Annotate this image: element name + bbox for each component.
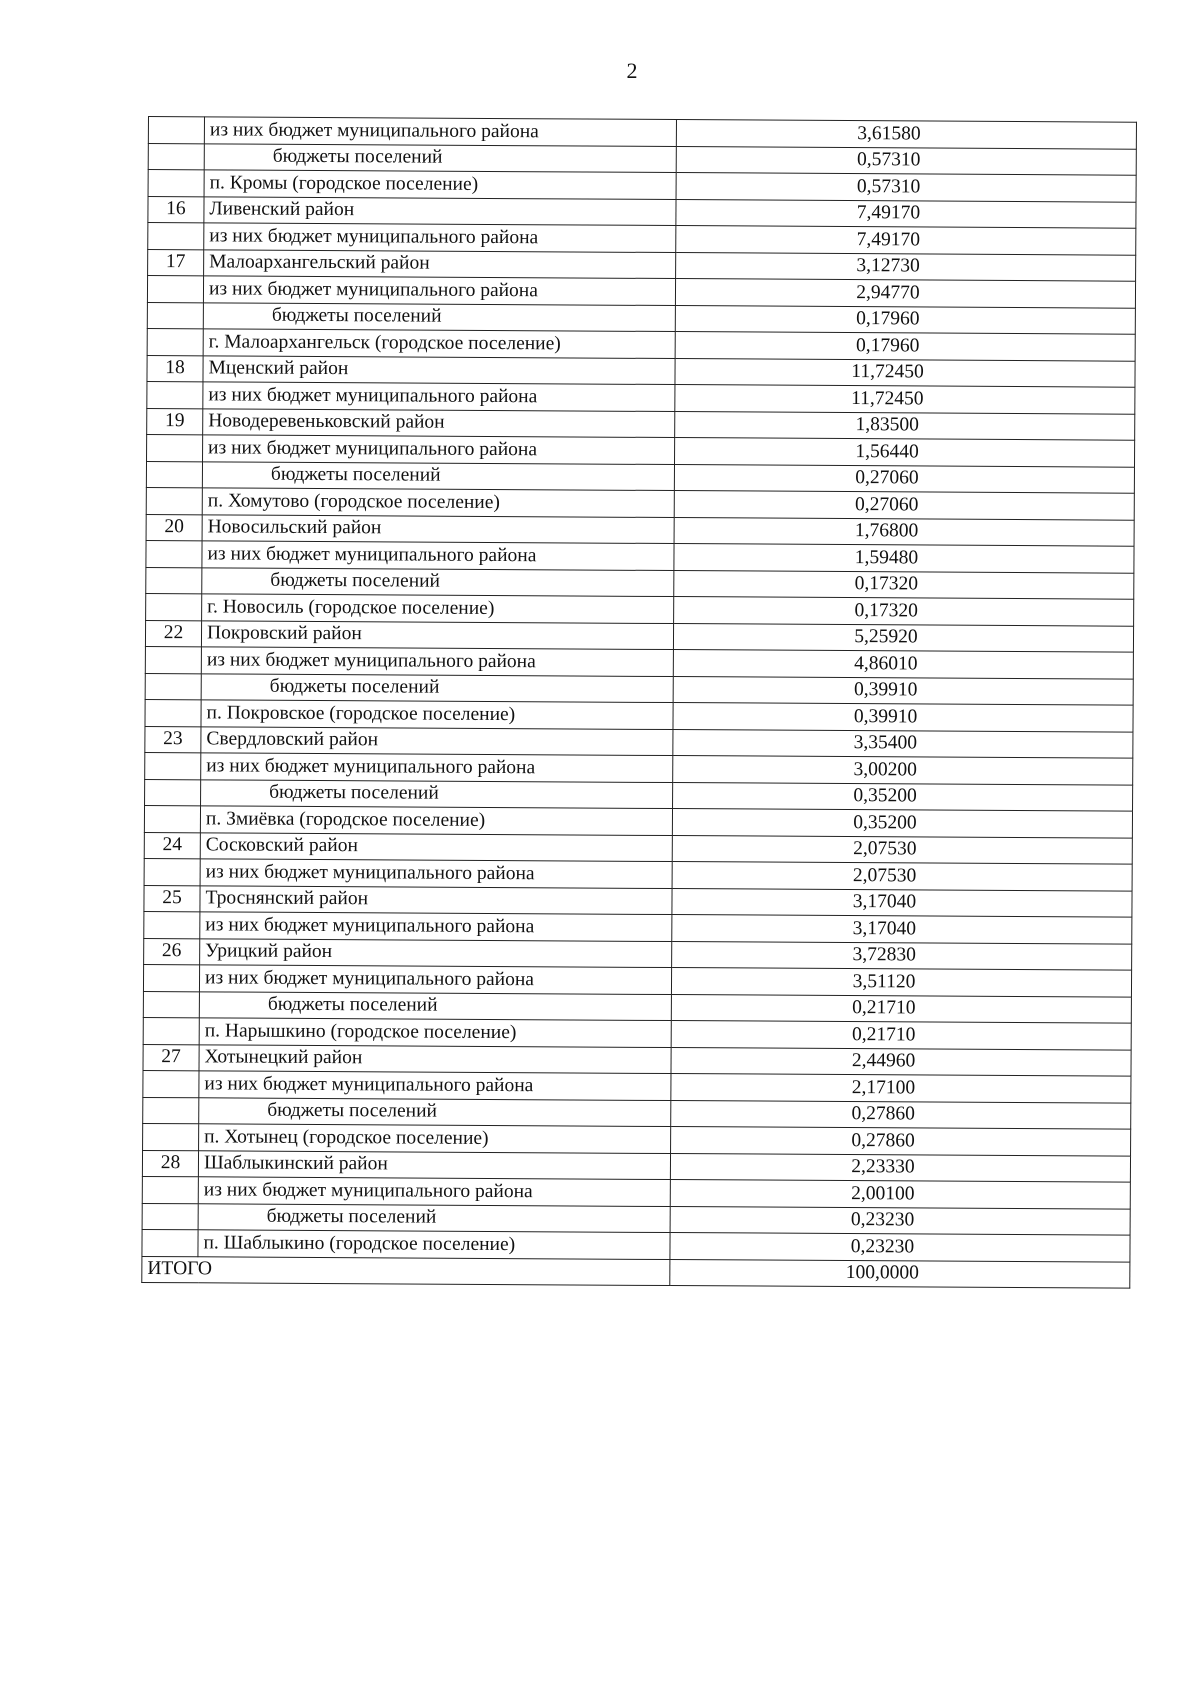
- row-number: 27: [143, 1044, 199, 1071]
- row-number: [144, 911, 200, 938]
- row-name: из них бюджет муниципального района: [200, 859, 672, 888]
- row-number: [147, 434, 203, 461]
- row-value: 0,35200: [673, 782, 1133, 811]
- row-name: Малоархангельский район: [204, 249, 676, 278]
- row-number: 18: [147, 355, 203, 382]
- row-name: Покровский район: [201, 620, 673, 649]
- row-name: бюджеты поселений: [204, 143, 676, 172]
- row-value: 1,83500: [675, 411, 1135, 440]
- row-value: 0,17960: [675, 305, 1135, 334]
- row-number: [142, 1176, 198, 1203]
- row-number: [146, 593, 202, 620]
- row-value: 0,27060: [674, 464, 1134, 493]
- row-number: [146, 540, 202, 567]
- row-number: [145, 779, 201, 806]
- row-name: Урицкий район: [200, 938, 672, 967]
- row-value: 1,56440: [675, 438, 1135, 467]
- row-name: из них бюджет муниципального района: [201, 753, 673, 782]
- table-body: [142, 117, 1137, 1289]
- row-number: [143, 964, 199, 991]
- row-name: Новодеревеньковский район: [203, 408, 675, 437]
- row-name: из них бюджет муниципального района: [202, 541, 674, 570]
- row-name: бюджеты поселений: [202, 567, 674, 596]
- row-name: Троснянский район: [200, 885, 672, 914]
- row-name: бюджеты поселений: [199, 1097, 671, 1126]
- row-value: 3,61580: [676, 120, 1136, 149]
- row-number: 24: [144, 832, 200, 859]
- row-value: 2,00100: [670, 1180, 1130, 1209]
- row-value: 3,51120: [671, 968, 1131, 997]
- row-name: из них бюджет муниципального района: [201, 647, 673, 676]
- row-value: 0,27060: [674, 491, 1134, 520]
- row-number: [148, 223, 204, 250]
- row-value: 0,21710: [671, 1021, 1131, 1050]
- row-number: [143, 1070, 199, 1097]
- row-value: 3,17040: [672, 888, 1132, 917]
- row-value: 3,17040: [672, 915, 1132, 944]
- row-name: из них бюджет муниципального района: [199, 965, 671, 994]
- row-number: [145, 646, 201, 673]
- row-name: Хотынецкий район: [199, 1044, 671, 1073]
- row-name: из них бюджет муниципального района: [203, 435, 675, 464]
- row-number: 16: [148, 196, 204, 223]
- row-value: 0,17960: [675, 332, 1135, 361]
- row-name: из них бюджет муниципального района: [203, 276, 675, 305]
- row-value: 0,23230: [670, 1233, 1130, 1262]
- page-number: 2: [626, 58, 638, 83]
- row-number: 23: [145, 726, 201, 753]
- row-number: [144, 858, 200, 885]
- row-number: 28: [142, 1150, 198, 1177]
- row-value: 0,35200: [672, 809, 1132, 838]
- row-number: [147, 381, 203, 408]
- row-name: бюджеты поселений: [201, 673, 673, 702]
- row-value: 0,27860: [671, 1100, 1131, 1129]
- distribution-table: [141, 116, 1137, 1289]
- row-number: [146, 487, 202, 514]
- row-value: 11,72450: [675, 385, 1135, 414]
- total-value: 100,0000: [670, 1259, 1130, 1288]
- row-value: 4,86010: [673, 650, 1133, 679]
- row-name: п. Шаблыкино (городское поселение): [198, 1230, 670, 1259]
- row-name: из них бюджет муниципального района: [198, 1177, 670, 1206]
- row-name: из них бюджет муниципального района: [200, 912, 672, 941]
- row-name: п. Нарышкино (городское поселение): [199, 1018, 671, 1047]
- row-value: 2,94770: [675, 279, 1135, 308]
- row-name: п. Покровское (городское поселение): [201, 700, 673, 729]
- row-number: [142, 1203, 198, 1230]
- row-value: 7,49170: [676, 226, 1136, 255]
- row-number: [144, 805, 200, 832]
- row-value: 2,17100: [671, 1074, 1131, 1103]
- row-number: [145, 673, 201, 700]
- row-value: 3,12730: [676, 252, 1136, 281]
- row-value: 0,39910: [673, 703, 1133, 732]
- row-value: 0,21710: [671, 994, 1131, 1023]
- row-name: из них бюджет муниципального района: [204, 117, 676, 146]
- row-name: бюджеты поселений: [198, 1203, 670, 1232]
- row-value: 0,39910: [673, 676, 1133, 705]
- row-number: [148, 117, 204, 144]
- row-name: п. Хомутово (городское поселение): [202, 488, 674, 517]
- row-number: [148, 170, 204, 197]
- row-number: 26: [144, 938, 200, 965]
- row-name: п. Змиёвка (городское поселение): [200, 806, 672, 835]
- row-name: бюджеты поселений: [199, 991, 671, 1020]
- row-value: 3,35400: [673, 729, 1133, 758]
- row-name: п. Хотынец (городское поселение): [199, 1124, 671, 1153]
- row-number: [147, 328, 203, 355]
- row-value: 2,44960: [671, 1047, 1131, 1076]
- row-number: [147, 302, 203, 329]
- row-name: из них бюджет муниципального района: [199, 1071, 671, 1100]
- row-name: бюджеты поселений: [202, 461, 674, 490]
- row-name: г. Новосиль (городское поселение): [202, 594, 674, 623]
- row-value: 0,17320: [674, 570, 1134, 599]
- row-number: 22: [145, 620, 201, 647]
- row-name: п. Кромы (городское поселение): [204, 170, 676, 199]
- row-value: 0,57310: [676, 173, 1136, 202]
- total-label: ИТОГО: [142, 1256, 670, 1286]
- row-number: 17: [148, 249, 204, 276]
- row-name: Ливенский район: [204, 196, 676, 225]
- row-value: 0,23230: [670, 1206, 1130, 1235]
- row-name: бюджеты поселений: [203, 302, 675, 331]
- row-number: [148, 143, 204, 170]
- row-name: Свердловский район: [201, 726, 673, 755]
- row-name: бюджеты поселений: [201, 779, 673, 808]
- row-value: 3,72830: [672, 941, 1132, 970]
- row-number: [143, 1123, 199, 1150]
- row-name: из них бюджет муниципального района: [203, 382, 675, 411]
- row-number: [143, 991, 199, 1018]
- row-number: 25: [144, 885, 200, 912]
- row-value: 2,07530: [672, 862, 1132, 891]
- row-number: [142, 1229, 198, 1256]
- row-number: [145, 752, 201, 779]
- row-value: 3,00200: [673, 756, 1133, 785]
- row-value: 1,76800: [674, 517, 1134, 546]
- row-value: 0,27860: [671, 1127, 1131, 1156]
- row-value: 2,07530: [672, 835, 1132, 864]
- row-name: г. Малоархангельск (городское поселение): [203, 329, 675, 358]
- row-number: [146, 461, 202, 488]
- row-name: Мценский район: [203, 355, 675, 384]
- row-number: 19: [147, 408, 203, 435]
- row-value: 7,49170: [676, 199, 1136, 228]
- row-value: 5,25920: [673, 623, 1133, 652]
- row-number: [146, 567, 202, 594]
- row-number: [143, 1097, 199, 1124]
- row-number: [147, 276, 203, 303]
- row-value: 0,17320: [674, 597, 1134, 626]
- row-number: 20: [146, 514, 202, 541]
- row-value: 1,59480: [674, 544, 1134, 573]
- total-row: [142, 1256, 1130, 1288]
- row-name: Новосильский район: [202, 514, 674, 543]
- row-name: Шаблыкинский район: [198, 1150, 670, 1179]
- row-number: [143, 1017, 199, 1044]
- row-name: Сосковский район: [200, 832, 672, 861]
- row-value: 11,72450: [675, 358, 1135, 387]
- row-value: 2,23330: [670, 1153, 1130, 1182]
- row-name: из них бюджет муниципального района: [204, 223, 676, 252]
- row-value: 0,57310: [676, 146, 1136, 175]
- row-number: [145, 699, 201, 726]
